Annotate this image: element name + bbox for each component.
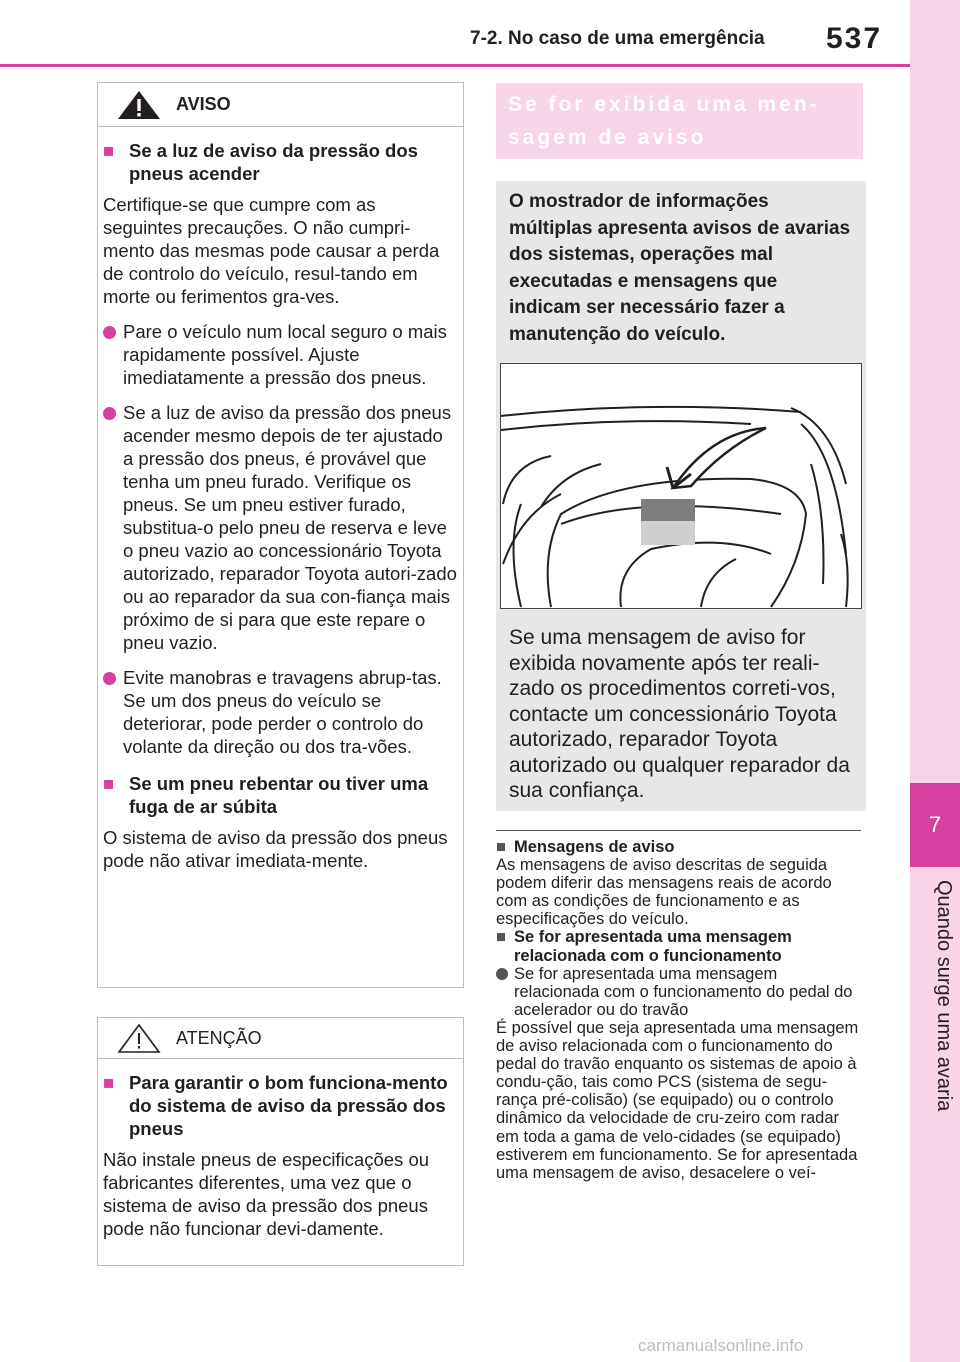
warning-triangle-icon <box>116 89 162 121</box>
chapter-side-tab <box>910 0 960 1362</box>
bullet-pedal: Se for apresentada uma mensagem relacionada com o funcionamento do pedal do acelerador ou do travão <box>496 965 866 1019</box>
aviso-header <box>98 83 463 127</box>
aviso-bullet: Pare o veículo num local seguro o mais rapidamente possível. Ajuste imediatamente a pressão dos pneus. <box>103 320 457 389</box>
bullet-dot <box>103 672 116 685</box>
bullet-dot <box>496 968 508 980</box>
bullet-dot <box>103 407 116 420</box>
atencao-title: ATENÇÃO <box>176 1027 262 1048</box>
aviso-heading-2: ■ Se um pneu rebentar ou tiver uma fuga de ar súbita <box>103 773 429 817</box>
section-title: 7-2. No caso de uma emergência <box>470 28 765 49</box>
chapter-label: Quando surge uma avaria <box>933 880 955 1112</box>
header-rule <box>0 64 910 67</box>
banner-line-2: sagem de aviso <box>508 126 707 149</box>
section-divider <box>496 830 861 831</box>
heading-funcionamento: ■ Se for apresentada uma mensagem relacionada com o funcionamento <box>496 928 792 965</box>
aviso-title: AVISO <box>176 94 231 114</box>
aviso-intro-2: O sistema de aviso da pressão dos pneus pode não ativar imediata-mente. <box>103 827 448 871</box>
atencao-text: Não instale pneus de especificações ou fabricantes diferentes, uma vez que o sistema de aviso da pressão dos pneus pode não funcionar devi-damente. <box>103 1149 430 1239</box>
paragraph-mensagens: As mensagens de aviso descritas de seguida podem diferir das mensagens reais de acordo com as condições de funcionamento e as especificações do veículo. <box>496 856 832 929</box>
page-number: 537 <box>826 22 883 55</box>
chapter-number: 7 <box>928 812 942 837</box>
aviso-bullet: Se a luz de aviso da pressão dos pneus acender mesmo depois de ter ajustado a pressão dos pneus, é provável que tenha um pneu furado. Verifique os pneus. Se um pneu estiver furado, substitua-o pelo pneu de reserva e leve o pneu vazio ao concessionário Toyota autorizado, reparador Toyota autori-zado ou ao reparador da sua con-fiança mais próximo de si para que este repare o pneu vazio. <box>103 401 457 654</box>
banner-line-1: Se for exibida uma men- <box>508 93 820 116</box>
dashboard-drawing <box>501 364 861 608</box>
info-panel-note: Se uma mensagem de aviso for exibida novamente após ter reali-zado os procedimentos correti-vos, contacte um concessionário Toyota autorizado, reparador Toyota autorizado ou qualquer reparador da sua confiança. <box>509 626 850 802</box>
heading-mensagens: ■ Mensagens de aviso <box>496 838 675 856</box>
caution-triangle-icon <box>116 1022 162 1054</box>
info-panel-intro: O mostrador de informações múltiplas apresenta avisos de avarias dos sistemas, operações mal executadas e mensagens que indicam ser necessário fazer a manutenção do veículo. <box>509 191 851 345</box>
atencao-heading: ■ Para garantir o bom funciona-mento do sistema de aviso da pressão dos pneus <box>103 1072 448 1139</box>
aviso-bullet: Evite manobras e travagens abrup-tas. Se um dos pneus do veículo se deteriorar, pode perder o controlo do volante da direção ou dos tra-vões. <box>103 666 457 758</box>
dashboard-illustration <box>500 363 862 609</box>
atencao-body <box>98 1059 463 1240</box>
bullet-dot <box>103 326 116 339</box>
atencao-header <box>98 1018 463 1059</box>
aviso-intro-1: Certifique-se que cumpre com as seguintes precauções. O não cumpri-mento das mesmas pode causar a perda de controlo do veículo, resul-tando em morte ou ferimentos gra-ves. <box>103 194 440 307</box>
section-banner <box>496 83 863 159</box>
aviso-body <box>98 127 463 872</box>
paragraph-pedal: É possível que seja apresentada uma mensagem de aviso relacionada com o funcionamento do pedal do travão enquanto os sistemas de apoio à condu-ção, tais como PCS (sistema de segu-rança pré-colisão) (se equipado) ou o controlo dinâmico da velocidade de cru-zeiro com radar em toda a gama de velo-cidades (se equipado) estiverem em funcionamento. Se for apresentada uma mensagem de aviso, desacelere o veí- <box>496 1018 859 1182</box>
aviso-box <box>97 82 464 988</box>
aviso-heading-1: ■ Se a luz de aviso da pressão dos pneus acender <box>103 140 418 184</box>
footer-watermark: carmanualsonline.info <box>638 1336 804 1355</box>
atencao-box <box>97 1017 464 1266</box>
warning-messages-section <box>496 838 866 1182</box>
